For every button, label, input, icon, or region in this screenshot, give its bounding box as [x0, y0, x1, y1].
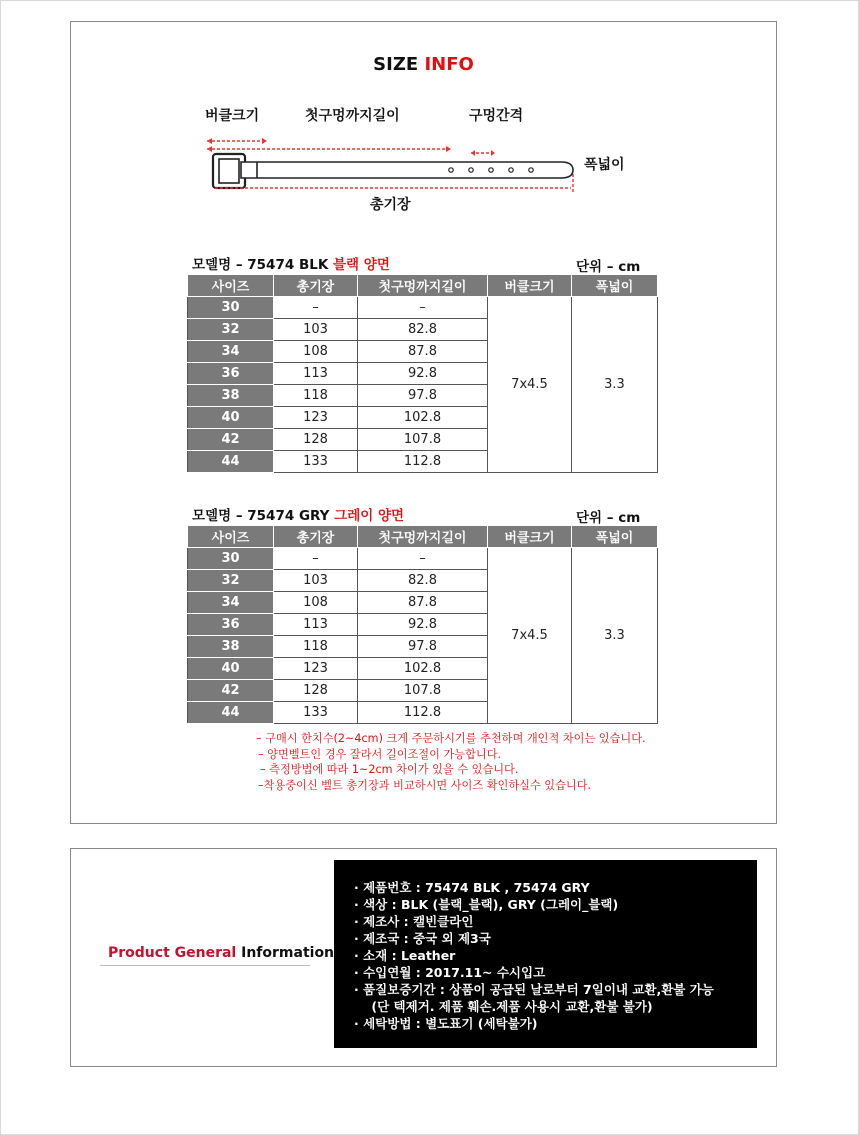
- cell-first-hole: 87.8: [358, 341, 488, 363]
- table2-model-prefix: 모델명 – 75474 GRY: [192, 508, 330, 524]
- info-item: (단 텍제거. 제품 훼손.제품 사용시 교환,환불 불가): [354, 999, 653, 1014]
- title-size: SIZE: [373, 54, 419, 75]
- cell-total: –: [274, 548, 358, 570]
- note-line: – 양면벨트인 경우 잘라서 길이조절이 가능합니다.: [258, 747, 502, 761]
- cell-size: 40: [188, 407, 274, 429]
- col-first-hole: 첫구멍까지길이: [358, 275, 488, 297]
- total-length-label: 총기장: [370, 197, 411, 213]
- cell-total: 118: [274, 385, 358, 407]
- cell-first-hole: 97.8: [358, 385, 488, 407]
- cell-size: 34: [188, 341, 274, 363]
- cell-total: 128: [274, 429, 358, 451]
- product-info-underline: [100, 965, 310, 966]
- buckle-size-label: 버클크기: [205, 108, 260, 124]
- col-first-hole: 첫구멍까지길이: [358, 526, 488, 548]
- table-header-row: [188, 526, 658, 548]
- cell-size: 34: [188, 592, 274, 614]
- table2-unit: 단위 – cm: [576, 510, 641, 526]
- cell-size: 36: [188, 363, 274, 385]
- col-size: 사이즈: [188, 526, 274, 548]
- cell-first-hole: 87.8: [358, 592, 488, 614]
- col-width: 폭넓이: [572, 275, 658, 297]
- size-table-gry: [187, 525, 658, 724]
- cell-size: 40: [188, 658, 274, 680]
- cell-size: 30: [188, 297, 274, 319]
- cell-size: 38: [188, 385, 274, 407]
- cell-size: 36: [188, 614, 274, 636]
- note-line: –착용중이신 벨트 총기장과 비교하시면 사이즈 확인하실수 있습니다.: [258, 778, 592, 792]
- info-item: · 품질보증기간 : 상품이 공급된 날로부터 7일이내 교환,환불 가능: [354, 982, 714, 997]
- table2-model-caption: [192, 504, 404, 524]
- table-row: [188, 548, 658, 570]
- table1-model-color: 블랙 양면: [333, 257, 390, 273]
- cell-total: 108: [274, 341, 358, 363]
- table1-model-caption: [192, 253, 390, 273]
- belt-width-label: 폭넓이: [584, 157, 625, 173]
- cell-total: 133: [274, 702, 358, 724]
- cell-width: 3.3: [572, 548, 658, 724]
- belt-diagram-icon: [201, 122, 601, 192]
- cell-first-hole: 102.8: [358, 407, 488, 429]
- info-item: · 소재 : Leather: [354, 948, 456, 963]
- col-width: 폭넓이: [572, 526, 658, 548]
- cell-width: 3.3: [572, 297, 658, 473]
- cell-total: 123: [274, 407, 358, 429]
- col-size: 사이즈: [188, 275, 274, 297]
- size-info-section: [70, 21, 777, 824]
- cell-total: 113: [274, 363, 358, 385]
- col-total-length: 총기장: [274, 526, 358, 548]
- table1-model-prefix: 모델명 – 75474 BLK: [192, 257, 329, 273]
- size-table-blk: [187, 274, 658, 473]
- cell-total: –: [274, 297, 358, 319]
- cell-total: 103: [274, 319, 358, 341]
- info-item: · 세탁방법 : 별도표기 (세탁불가): [354, 1016, 538, 1031]
- cell-first-hole: 97.8: [358, 636, 488, 658]
- cell-total: 113: [274, 614, 358, 636]
- section-title: [71, 54, 776, 75]
- cell-first-hole: 102.8: [358, 658, 488, 680]
- hole-spacing-label: 구멍간격: [469, 108, 524, 124]
- cell-size: 44: [188, 451, 274, 473]
- cell-size: 32: [188, 570, 274, 592]
- cell-total: 123: [274, 658, 358, 680]
- info-item: · 수입연월 : 2017.11~ 수시입고: [354, 965, 546, 980]
- info-item: · 제조국 : 중국 외 제3국: [354, 931, 491, 946]
- cell-total: 118: [274, 636, 358, 658]
- cell-total: 103: [274, 570, 358, 592]
- note-line: – 구매시 한치수(2~4cm) 크게 주문하시기를 추천하며 개인적 차이는 있습니다.: [256, 732, 646, 745]
- table-row: [188, 297, 658, 319]
- first-hole-length-label: 첫구멍까지길이: [305, 108, 400, 124]
- table2-model-color: 그레이 양면: [334, 508, 405, 524]
- product-info-title-red: Product General: [108, 945, 237, 961]
- cell-first-hole: –: [358, 548, 488, 570]
- title-info: INFO: [424, 54, 474, 75]
- cell-size: 30: [188, 548, 274, 570]
- col-buckle: 버클크기: [488, 526, 572, 548]
- col-buckle: 버클크기: [488, 275, 572, 297]
- info-item: · 제품번호 : 75474 BLK , 75474 GRY: [354, 880, 590, 895]
- col-total-length: 총기장: [274, 275, 358, 297]
- cell-first-hole: 112.8: [358, 702, 488, 724]
- cell-size: 42: [188, 429, 274, 451]
- cell-size: 42: [188, 680, 274, 702]
- cell-first-hole: 92.8: [358, 614, 488, 636]
- cell-size: 32: [188, 319, 274, 341]
- cell-total: 108: [274, 592, 358, 614]
- info-item: · 색상 : BLK (블랙_블랙), GRY (그레이_블랙): [354, 897, 619, 912]
- cell-first-hole: –: [358, 297, 488, 319]
- size-notes: [256, 731, 646, 793]
- note-line: – 측정방법에 따라 1~2cm 차이가 있을 수 있습니다.: [260, 763, 519, 776]
- product-info-title-black: Information: [241, 945, 335, 961]
- product-info-title: [108, 945, 334, 961]
- cell-buckle: 7x4.5: [488, 548, 572, 724]
- table1-unit: 단위 – cm: [576, 259, 641, 275]
- cell-first-hole: 82.8: [358, 319, 488, 341]
- product-info-list: [354, 879, 714, 1032]
- table-header-row: [188, 275, 658, 297]
- cell-total: 128: [274, 680, 358, 702]
- cell-size: 44: [188, 702, 274, 724]
- cell-first-hole: 82.8: [358, 570, 488, 592]
- product-info-panel: [334, 860, 757, 1048]
- cell-buckle: 7x4.5: [488, 297, 572, 473]
- cell-first-hole: 112.8: [358, 451, 488, 473]
- cell-first-hole: 107.8: [358, 429, 488, 451]
- cell-size: 38: [188, 636, 274, 658]
- info-item: · 제조사 : 캘빈클라인: [354, 914, 474, 929]
- cell-first-hole: 107.8: [358, 680, 488, 702]
- cell-first-hole: 92.8: [358, 363, 488, 385]
- cell-total: 133: [274, 451, 358, 473]
